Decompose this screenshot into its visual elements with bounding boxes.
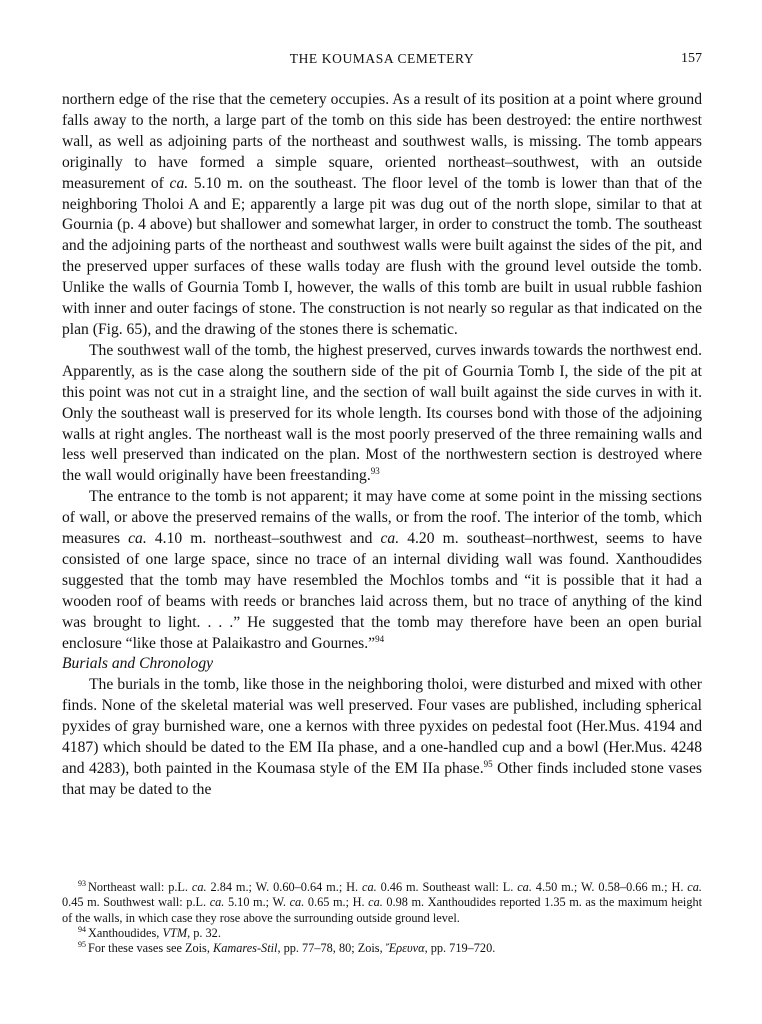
footnote-ref-93: 93 [370, 466, 380, 477]
paragraph-3: The entrance to the tomb is not apparent; it may have come at some point in the missing sections of wall, or above the preserved remains of the walls, or from the roof. The interior of the tomb, which measures ca. 4.10 m. northeast–southwest and ca. 4.20 m. southeast–northwest, seems to have consisted of one large space, since no trace of an internal dividing wall was found. Xanthoudides suggested that the tomb may have resembled the Mochlos tombs and “it is possible that it had a wooden roof of beams with reeds or branches laid across them, but no trace of anything of the kind was brought to light. . . .” He suggested that the tomb may therefore have been an open burial enclosure “like those at Palaikastro and Gournes.”$^{94}$ [62, 488, 702, 652]
running-title: THE KOUMASA CEMETERY [289, 51, 475, 66]
footnote-94: $^{94}$ Xanthoudides, VTM, p. 32. [78, 924, 221, 940]
footnotes [62, 880, 702, 956]
footnote-ref-95: 95 [483, 758, 493, 769]
section-heading: Burials and Chronology [62, 655, 214, 673]
body-text [62, 90, 702, 801]
paragraph-1: northern edge of the rise that the cemetery occupies. As a result of its position at a point where ground falls away to the north, a large part of the tomb on this side has been destroyed: the entire northwest wall, as well as adjoining parts of the northeast and southwest walls, is missing. The tomb appears originally to have formed a simple square, oriented northeast–southwest, with an outside measurement of ca. 5.10 m. on the southeast. The floor level of the tomb is lower than that of the neighboring Tholoi A and E; apparently a large pit was dug out of the north slope, similar to that at Gournia (p. 4 above) but shallower and somewhat larger, in order to construct the tomb. The southeast and the adjoining parts of the northeast and southwest walls were built against the sides of the pit, and the preserved upper surfaces of these walls today are flush with the ground level outside the tomb. Unlike the walls of Gournia Tomb I, however, the walls of this tomb are built in usual rubble fashion with inner and outer facings of stone. The construction is not nearly so regular as that indicated on the plan (Fig. 65), and the drawing of the stones there is schematic. [62, 91, 702, 338]
page-header [62, 51, 702, 71]
footnote-95: $^{95}$ For these vases see Zois, Kamares-Stil, pp. 77–78, 80; Zois, Ἔρευνα, pp. 719–720. [78, 940, 496, 956]
footnote-93: $^{93}$ Northeast wall: p.L. ca. 2.84 m.; W. 0.60–0.64 m.; H. ca. 0.46 m. Southeast wall: L. ca. 4.50 m.; W. 0.58–0.66 m.; H. ca. 0.45 m. Southwest wall: p.L. ca. 5.10 m.; W. ca. 0.65 m.; H. ca. 0.98 m. Xanthoudides reported 1.35 m. as the maximum height of the walls, in which case they rose above the surrounding outside ground level. [62, 878, 703, 925]
page-number: 157 [681, 51, 702, 66]
paragraph-2: The southwest wall of the tomb, the highest preserved, curves inwards towards the northwest end. Apparently, as is the case along the southern side of the pit of Gournia Tomb I, the side of the pit at this point was not cut in a straight line, and the section of wall built against the side curves in with it. Only the southeast wall is preserved for its whole length. Its courses bond with those of the adjoining walls at right angles. The northeast wall is the most poorly preserved of the three remaining walls and less well preserved than indicated on the plan. Most of the northwestern section is destroyed where the wall would originally have been freestanding.$^{93}$ [62, 341, 702, 485]
footnote-ref-94: 94 [375, 633, 385, 644]
paragraph-4: The burials in the tomb, like those in the neighboring tholoi, were disturbed and mixed with other finds. None of the skeletal material was well preserved. Four vases are published, including spherical pyxides of gray burnished ware, one a kernos with three pyxides on pedestal foot (Her.Mus. 4194 and 4187) which should be dated to the EM IIa phase, and a one-handled cup and a bowl (Her.Mus. 4248 and 4283), both painted in the Koumasa style of the EM IIa phase.$^{95}$ Other finds included stone vases that may be dated to the [62, 676, 702, 798]
